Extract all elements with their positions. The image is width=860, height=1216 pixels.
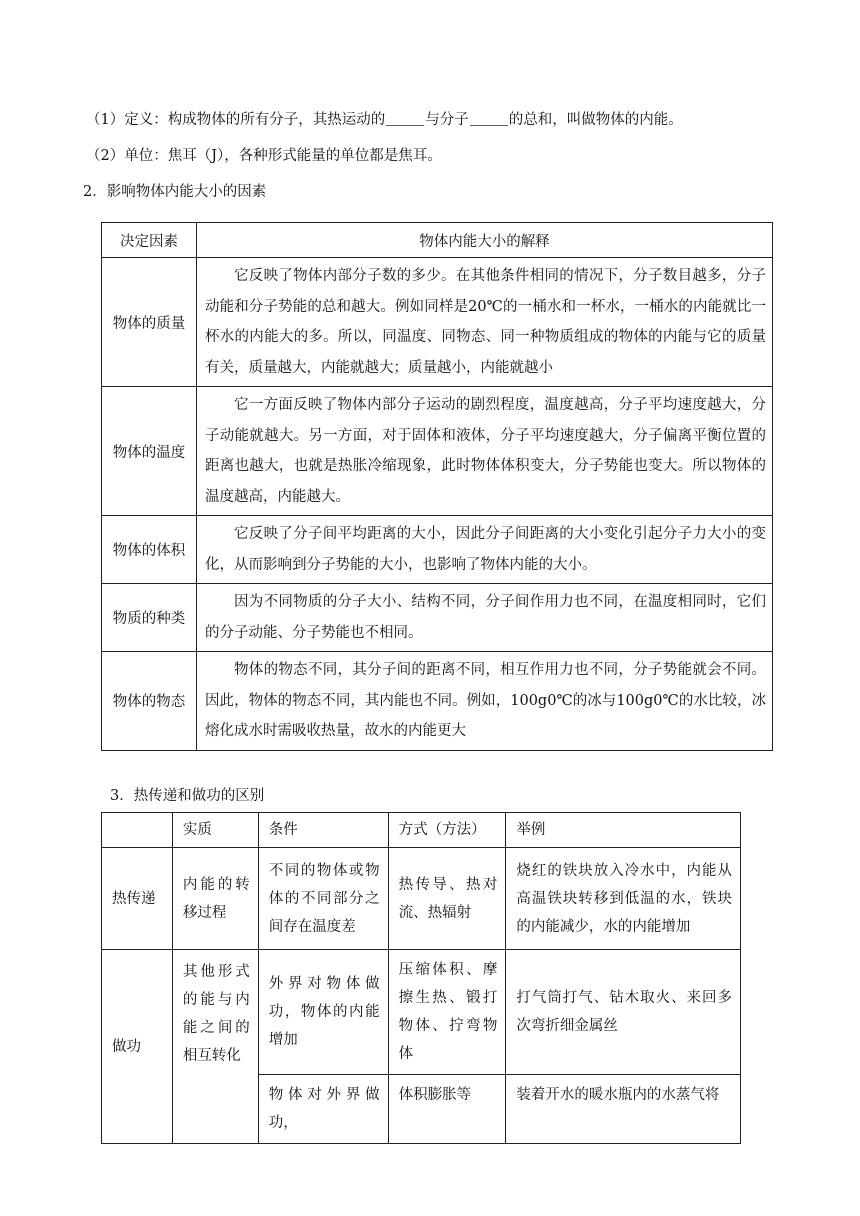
method-cell: 压缩体积、摩擦生热、锻打物体、拧弯物体 [388,950,506,1075]
method-cell: 热传导、热对流、热辐射 [388,848,506,950]
essence-cell: 其他形式的能与内能之间的相互转化 [172,950,258,1144]
condition-cell: 不同的物体或物体的不同部分之间存在温度差 [258,848,388,950]
header-condition: 条件 [258,813,388,848]
definition-part3: 的总和，叫做物体的内能。 [508,112,683,128]
explanation-text: 它反映了分子间平均距离的大小，因此分子间距离的大小变化引起分子力大小的变化，从而影响到分子势能的大小，也影响了物体内能的大小。 [205,526,766,573]
header-method: 方式（方法） [388,813,506,848]
explanation-cell [197,584,773,652]
factor-cell: 物体的体积 [102,516,197,584]
factors-table [101,222,773,751]
header-factor: 决定因素 [102,223,197,258]
factor-cell: 物体的温度 [102,387,197,516]
example-cell: 打气筒打气、钻木取火、来回多次弯折细金属丝 [506,950,741,1075]
table-row [102,950,741,1075]
definition-line [86,110,683,130]
table-row [102,387,773,516]
table-row [102,584,773,652]
method-cell: 体积膨胀等 [388,1075,506,1144]
header-essence: 实质 [172,813,258,848]
section2-title: 2．影响物体内能大小的因素 [83,184,267,200]
factor-cell: 物体的质量 [102,258,197,387]
unit-line: （2）单位：焦耳（J），各种形式能量的单位都是焦耳。 [86,148,442,164]
table-row [102,258,773,387]
essence-cell: 内能的转移过程 [172,848,258,950]
explanation-text: 它一方面反映了物体内部分子运动的剧烈程度，温度越高，分子平均速度越大，分子动能就越大。另一方面，对于固体和液体，分子平均速度越大，分子偏离平衡位置的距离也越大，也就是热胀冷缩现象，此时物体体积变大，分子势能也变大。所以物体的温度越高，内能越大。 [205,397,766,505]
example-cell: 装着开水的暖水瓶内的水蒸气将 [506,1075,741,1144]
explanation-cell [197,516,773,584]
table-row [102,516,773,584]
factor-cell: 物体的物态 [102,652,197,751]
condition-cell: 物体对外界做功， [258,1075,388,1144]
compare-table [101,812,741,1144]
explanation-text: 它反映了物体内部分子数的多少。在其他条件相同的情况下，分子数目越多，分子动能和分子势能的总和越大。例如同样是20℃的一桶水和一杯水，一桶水的内能就比一杯水的内能大的多。所以，同温度、同物态、同一种物质组成的物体的内能与它的质量有关，质量越大，内能就越大；质量越小，内能就越小 [205,268,766,376]
fill-blank-1 [386,111,424,126]
condition-cell: 外界对物体做功，物体的内能增加 [258,950,388,1075]
explanation-cell [197,258,773,387]
header-blank [102,813,173,848]
row-name: 热传递 [102,848,173,950]
table-row [102,848,741,950]
explanation-cell [197,387,773,516]
table-row [102,652,773,751]
section3-title: 3．热传递和做功的区别 [110,788,265,804]
header-example: 举例 [506,813,741,848]
table-header-row [102,223,773,258]
header-explanation: 物体内能大小的解释 [197,223,773,258]
row-name: 做功 [102,950,173,1144]
definition-part1: （1）定义：构成物体的所有分子，其热运动的 [86,112,386,128]
definition-part2: 与分子 [425,112,469,128]
table-header-row [102,813,741,848]
explanation-text: 物体的物态不同，其分子间的距离不同，相互作用力也不同，分子势能就会不同。因此，物体的物态不同，其内能也不同。例如，100g0℃的冰与100g0℃的水比较，冰熔化成水时需吸收热量，故水的内能更大 [205,662,766,739]
explanation-text: 因为不同物质的分子大小、结构不同，分子间作用力也不同，在温度相同时，它们的分子动能、分子势能也不相同。 [205,594,766,641]
factor-cell: 物质的种类 [102,584,197,652]
fill-blank-2 [470,111,508,126]
example-cell: 烧红的铁块放入冷水中，内能从高温铁块转移到低温的水，铁块的内能减少，水的内能增加 [506,848,741,950]
explanation-cell [197,652,773,751]
